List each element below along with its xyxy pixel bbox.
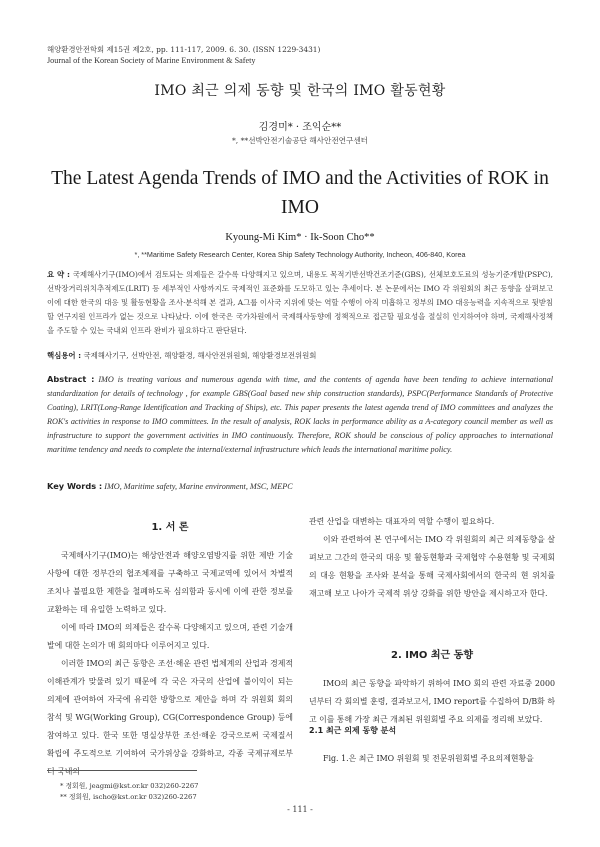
keywords-korean-label: 핵심용어 : bbox=[47, 351, 82, 360]
affiliation-english: *, **Maritime Safety Research Center, Korea Ship Safety Technology Authority, Incheon, 406-840, Korea bbox=[134, 250, 466, 259]
affiliation-korean: *, **선박안전기술공단 해사안전연구센터 bbox=[232, 136, 368, 145]
abstract-korean-text: 국제해사기구(IMO)에서 검토되는 의제들은 갈수록 다양해지고 있으며, 내용도 목적기반선박건조기준(GBS), 선체보호도료의 성능기준개발(PSPC), 선박장거리위치추적제도(LRIT) 등 세부적인 사항까지도 국제적인 표준화를 도모하고 있는 추세이다. 본 논문에서는 IMO 각 위원회의 최근 동향을 살펴보고 이에 대한 한국의 대응 및 활동현황을 조사·분석해 본 결과, A그룹 이사국 지위에 맞는 역할 수행이 아직 미흡하고 정부의 IMO 대응능력을 지속적으로 뒷받침 할 연구지원 인프라가 없는 것으로 나타났다. 이에 한국은 국가차원에서 국제해사동향에 정책적으로 접근할 필요성을 절실히 인지하여야 하며, 국제해사정책을 주도할 수 있는 국내외 인프라 완비가 필요하다고 판단된다. bbox=[47, 270, 553, 335]
journal-name: Journal of the Korean Society of Marine Environment & Safety bbox=[47, 56, 256, 65]
footnote-author-2: ** 정회원, ischo@kst.or.kr 032)260-2267 bbox=[60, 793, 197, 801]
page-number: - 111 - bbox=[287, 805, 313, 814]
title-korean: IMO 최근 의제 동향 및 한국의 IMO 활동현황 bbox=[154, 83, 446, 99]
journal-citation: 해양환경안전학회 제15권 제2호, pp. 111-117, 2009. 6. 30. (ISSN 1229-3431) bbox=[47, 45, 321, 54]
abstract-korean bbox=[47, 268, 553, 338]
footnotes bbox=[60, 781, 199, 803]
subsection-heading: 2.1 최근 의제 동향 분석 bbox=[309, 726, 397, 735]
right-column-intro-continued bbox=[309, 513, 555, 603]
keywords-english-text: IMO, Maritime safety, Marine environment, MSC, MEPC bbox=[104, 482, 293, 491]
abstract-english bbox=[47, 372, 553, 457]
section-heading-introduction: 1. 서 론 bbox=[151, 522, 189, 533]
keywords-korean bbox=[47, 349, 553, 363]
body-paragraph: 이와 관련하여 본 연구에서는 IMO 각 위원회의 최근 의제동향을 살펴보고 그간의 한국의 대응 및 활동현황과 국제협약 수용현황 및 국제회의 대응 현황을 조사와 분석을 통해 국제사회에서의 한국의 현 위치를 재고해 보고 나아가 국제적 위상 강화를 위한 방안을 제시하고자 한다. bbox=[309, 535, 555, 598]
body-paragraph: 관련 산업을 대변하는 대표자의 역할 수행이 필요하다. bbox=[309, 517, 495, 526]
section-heading-imo-trends: 2. IMO 최근 동향 bbox=[390, 650, 473, 661]
body-paragraph: IMO의 최근 동향을 파악하기 위하여 IMO 회의 관련 자료중 2000년부터 각 회의별 훈령, 결과보고서, IMO report를 수집하여 D/B화 하고 이를 통해 가장 최근 개최된 위원회별 주요 의제를 정리해 보았다. bbox=[309, 679, 555, 724]
keywords-english bbox=[47, 479, 553, 494]
authors-english: Kyoung-Mi Kim* · Ik-Soon Cho** bbox=[225, 232, 375, 243]
title-english: The Latest Agenda Trends of IMO and the Activities of ROK in IMO bbox=[51, 168, 549, 218]
abstract-english-text: IMO is treating various and numerous agenda with time, and the contents of agenda have been tending to achieve international standardization for details of technology , for example GBS(Goal based new ship construction standards), PSPC(Performance Standards of Protective Coating), LRIT(Long-Range Identification and Tracking of Ships), etc. This paper presents the latest agenda trend of IMO committees and analyzes the ROK's activities in response to IMO committees. In the result of analysis, ROK lacks in performance ability as a A-category council member as well as infrastructure to support the government activities in IMO continuously. Therefore, ROK should be conscious of policy approaches to international maritime tendency and needs to complete the internal/external infrastructure which leads the international maritime policy. bbox=[47, 375, 553, 454]
authors-korean: 김경미* · 조익순** bbox=[258, 122, 342, 133]
footnote-divider bbox=[47, 770, 197, 771]
body-paragraph: Fig. 1.은 최근 IMO 위원회 및 전문위원회별 주요의제현황을 bbox=[323, 754, 534, 763]
abstract-english-label: Abstract : bbox=[47, 374, 95, 384]
keywords-korean-text: 국제해사기구, 선박안전, 해양환경, 해사안전위원회, 해양환경보전위원회 bbox=[83, 351, 317, 360]
abstract-korean-label: 요 약 : bbox=[47, 270, 71, 279]
body-paragraph: 이에 따라 IMO의 의제들은 갈수록 다양해지고 있으며, 관련 기술개발에 대한 논의가 매 회의마다 이루어지고 있다. bbox=[47, 623, 293, 650]
keywords-english-label: Key Words : bbox=[47, 481, 103, 491]
left-column-body bbox=[47, 547, 293, 781]
right-column-subsection bbox=[309, 750, 555, 768]
footnote-author-1: * 정회원, jeagmi@kst.or.kr 032)260-2267 bbox=[60, 782, 199, 790]
right-column-section2 bbox=[309, 675, 555, 729]
body-paragraph: 이러한 IMO의 최근 동향은 조선·해운 관련 법체계의 산업과 경제적 이해관계가 맞물려 있기 때문에 각 국은 자국의 산업에 불이익이 되는 의제에 관여하여 자국에 유리한 방향으로 제안을 하며 각 위원회 회의 참석 및 WG(Working Group), CG(Correspondence Group) 등에 참여하고 있다. 한국 또한 명실상부한 조선·해운 강국으로써 국제질서 확립에 주도적으로 기여하여 국가위상을 강화하고, 각종 국제규제로부터 국내의 bbox=[47, 659, 293, 776]
body-paragraph: 국제해사기구(IMO)는 해상안전과 해양오염방지를 위한 제반 기술사항에 대한 정부간의 협조체제를 구축하고 국제교역에 있어서 차별적 조치나 불필요한 제한을 철폐하도록 심의함과 동시에 이에 관한 정보를 교환하는 데 유일한 노력하고 있다. bbox=[47, 551, 293, 614]
